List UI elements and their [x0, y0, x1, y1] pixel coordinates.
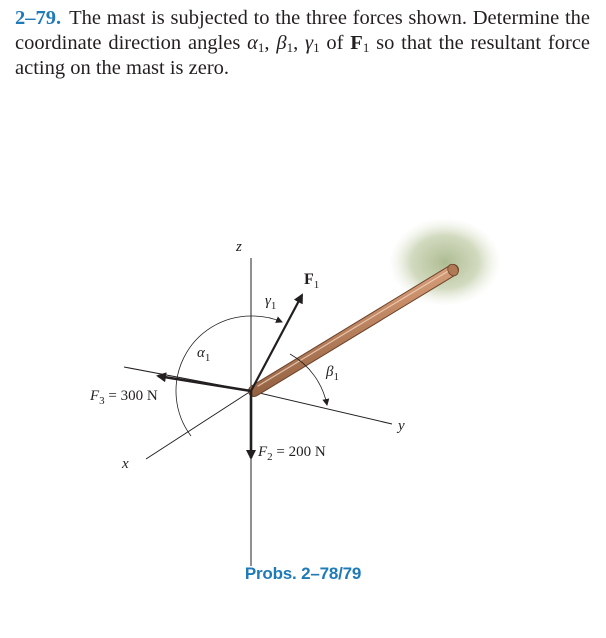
force-f3-arrow: [158, 376, 251, 391]
force-f1-subscript: 1: [362, 40, 370, 55]
alpha-label: $\alpha_1$: [197, 345, 211, 364]
beta-symbol: β: [276, 32, 287, 54]
gamma-arc: [251, 316, 282, 322]
gamma-label: $\gamma_1$: [265, 293, 277, 312]
figure-caption: Probs. 2–78/79: [244, 564, 362, 583]
beta-label: $\beta_1$: [326, 364, 339, 383]
problem-number: 2–79.: [15, 7, 62, 29]
alpha-subscript: 1: [257, 40, 265, 55]
comma-1: ,: [264, 32, 277, 54]
force-f1-symbol: F: [350, 32, 363, 54]
force-f1-label: $F_1$: [304, 271, 320, 291]
y-axis-line: [251, 391, 392, 424]
alpha-symbol: α: [247, 32, 258, 54]
force-f3-label: $F_3 = 300$ N: [90, 388, 158, 407]
problem-text-1: The mast is subjected to the three forces shown. Determine the coordinate direction angles: [15, 7, 590, 54]
beta-subscript: 1: [286, 40, 294, 55]
force-f2-label: $F_2 = 200$ N: [258, 444, 326, 463]
comma-2: ,: [293, 32, 306, 54]
alpha-arc: [176, 316, 251, 436]
gamma-subscript: 1: [313, 40, 320, 55]
x-axis-line: [146, 391, 251, 459]
problem-text-2: of: [319, 32, 351, 54]
problem-text-3: so that the resultant force acting on the mast is zero.: [15, 32, 591, 79]
x-axis-label: x: [122, 456, 129, 472]
gamma-symbol: γ: [305, 32, 314, 54]
z-axis-label: z: [236, 239, 242, 255]
y-axis-label: y: [398, 418, 405, 434]
